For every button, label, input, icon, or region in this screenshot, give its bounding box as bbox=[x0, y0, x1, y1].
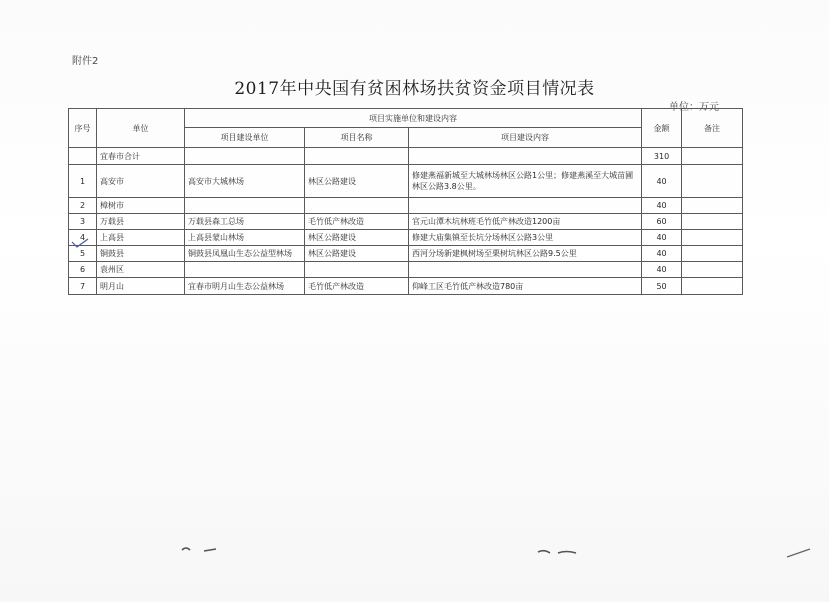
row-remarks bbox=[682, 198, 743, 214]
row-amount: 60 bbox=[642, 214, 682, 230]
row-project-name: 林区公路建设 bbox=[305, 165, 409, 198]
row-unit: 万载县 bbox=[97, 214, 185, 230]
row-impl-unit: 高安市大城林场 bbox=[185, 165, 305, 198]
handwritten-check-mark bbox=[71, 236, 89, 250]
row-impl-unit: 万载县森工总场 bbox=[185, 214, 305, 230]
total-project-name bbox=[305, 148, 409, 165]
row-unit: 铜鼓县 bbox=[97, 246, 185, 262]
row-amount: 40 bbox=[642, 246, 682, 262]
row-seq: 5 bbox=[69, 246, 97, 262]
row-amount: 50 bbox=[642, 278, 682, 295]
document-title: 2017年中央国有贫困林场扶贫资金项目情况表 bbox=[234, 79, 595, 99]
row-impl-unit: 宜春市明月山生态公益林场 bbox=[185, 278, 305, 295]
row-amount: 40 bbox=[642, 165, 682, 198]
row-remarks bbox=[682, 230, 743, 246]
project-table bbox=[68, 108, 743, 295]
scan-smudge-mark bbox=[536, 546, 580, 558]
row-project-name: 林区公路建设 bbox=[305, 246, 409, 262]
row-unit: 上高县 bbox=[97, 230, 185, 246]
table-row bbox=[69, 262, 743, 278]
row-impl-unit: 上高县蒙山林场 bbox=[185, 230, 305, 246]
row-content: 修建大庙集镇至长坑分场林区公路3公里 bbox=[409, 230, 642, 246]
row-impl-unit: 铜鼓县凤凰山生态公益型林场 bbox=[185, 246, 305, 262]
total-label: 宜春市合计 bbox=[97, 148, 185, 165]
row-content: 官元山潭木坑林班毛竹低产林改造1200亩 bbox=[409, 214, 642, 230]
header-content: 项目建设内容 bbox=[409, 128, 642, 148]
row-seq: 6 bbox=[69, 262, 97, 278]
row-project-name: 林区公路建设 bbox=[305, 230, 409, 246]
table-row bbox=[69, 198, 743, 214]
header-group: 项目实施单位和建设内容 bbox=[185, 109, 642, 128]
row-impl-unit bbox=[185, 262, 305, 278]
header-seq: 序号 bbox=[69, 109, 97, 148]
total-row bbox=[69, 148, 743, 165]
header-project-name: 项目名称 bbox=[305, 128, 409, 148]
row-remarks bbox=[682, 214, 743, 230]
row-impl-unit bbox=[185, 198, 305, 214]
row-content bbox=[409, 198, 642, 214]
total-amount: 310 bbox=[642, 148, 682, 165]
row-amount: 40 bbox=[642, 198, 682, 214]
row-content: 西河分场新建枫树场至栗树坑林区公路9.5公里 bbox=[409, 246, 642, 262]
row-content bbox=[409, 262, 642, 278]
row-unit: 明月山 bbox=[97, 278, 185, 295]
row-unit: 樟树市 bbox=[97, 198, 185, 214]
row-project-name bbox=[305, 198, 409, 214]
row-content: 仰峰工区毛竹低产林改造780亩 bbox=[409, 278, 642, 295]
row-project-name: 毛竹低产林改造 bbox=[305, 214, 409, 230]
total-seq bbox=[69, 148, 97, 165]
row-amount: 40 bbox=[642, 230, 682, 246]
header-amount: 金额 bbox=[642, 109, 682, 148]
total-remarks bbox=[682, 148, 743, 165]
total-content bbox=[409, 148, 642, 165]
row-remarks bbox=[682, 246, 743, 262]
row-remarks bbox=[682, 262, 743, 278]
row-project-name: 毛竹低产林改造 bbox=[305, 278, 409, 295]
row-remarks bbox=[682, 278, 743, 295]
row-amount: 40 bbox=[642, 262, 682, 278]
header-impl-unit: 项目建设单位 bbox=[185, 128, 305, 148]
row-seq: 3 bbox=[69, 214, 97, 230]
row-seq: 2 bbox=[69, 198, 97, 214]
row-remarks bbox=[682, 165, 743, 198]
table-row bbox=[69, 214, 743, 230]
header-remarks: 备注 bbox=[682, 109, 743, 148]
header-unit: 单位 bbox=[97, 109, 185, 148]
row-project-name bbox=[305, 262, 409, 278]
table-row bbox=[69, 278, 743, 295]
row-seq: 7 bbox=[69, 278, 97, 295]
row-seq: 1 bbox=[69, 165, 97, 198]
table-row bbox=[69, 246, 743, 262]
scan-smudge-mark bbox=[180, 544, 220, 556]
row-unit: 袁州区 bbox=[97, 262, 185, 278]
row-unit: 高安市 bbox=[97, 165, 185, 198]
total-impl-unit bbox=[185, 148, 305, 165]
attachment-label: 附件2 bbox=[72, 56, 99, 67]
scan-smudge-mark bbox=[784, 546, 814, 560]
row-seq: 4 bbox=[69, 230, 97, 246]
header-row-top bbox=[69, 109, 743, 128]
table-row bbox=[69, 230, 743, 246]
unit-label: 单位：万元 bbox=[669, 102, 719, 113]
table-row bbox=[69, 165, 743, 198]
row-content: 修建燕福新城至大城林场林区公路1公里；修建燕溪至大城苗圃林区公路3.8公里。 bbox=[409, 165, 642, 198]
